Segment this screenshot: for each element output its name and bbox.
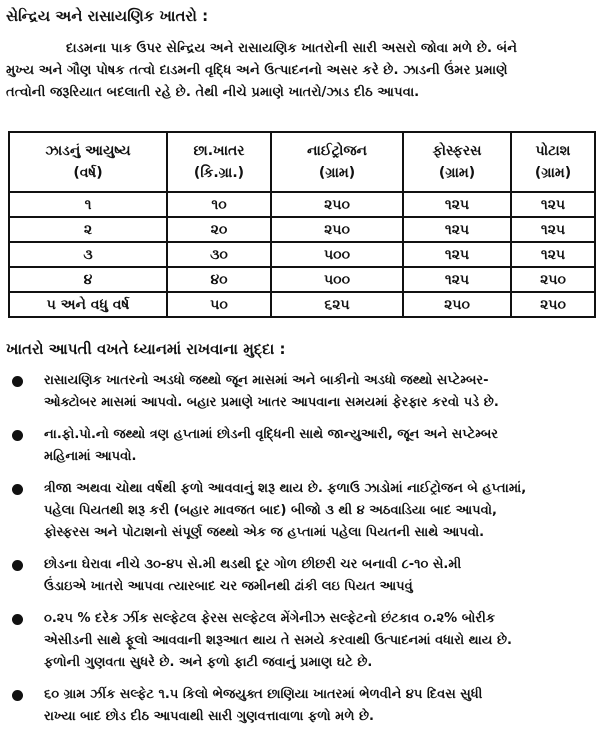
table-cell: ૧૦ <box>167 192 271 217</box>
table-cell: ૧૨૫ <box>511 217 595 242</box>
bullet-icon <box>12 484 23 495</box>
header-tree-age: ઝાડનું આયુષ્ય (વર્ષ) <box>9 132 167 192</box>
intro-paragraph <box>6 38 594 104</box>
table-row <box>9 292 595 317</box>
table-cell: ૪૦ <box>167 267 271 292</box>
table-cell: ૧૨૫ <box>403 192 511 217</box>
table-cell: ૫૦૦ <box>271 242 403 267</box>
list-item <box>0 424 600 468</box>
list-item <box>0 608 600 674</box>
list-item-line: ૦.૨૫ % દરેક ઝીંક સલ્ફેટલ ફેરસ સલ્ફેટલ મેંગેનીઝ સલ્ફેટનો છંટકાવ ૦.૨% બોરીક <box>44 611 496 626</box>
list-item <box>0 370 600 414</box>
table-cell: ૧૨૫ <box>403 242 511 267</box>
list-item-line: એસીડની સાથે ફૂલો આવવાની શરૂઆત થાય તે સમયે કરવાથી ઉત્પાદનમાં વધારો થાય છે. <box>44 633 512 648</box>
table-cell: ૨૫૦ <box>403 292 511 317</box>
table-cell: ૩૦ <box>167 242 271 267</box>
table-cell: ૫ અને વધુ વર્ષ <box>9 292 167 317</box>
list-item-line: ૬૦ ગ્રામ ઝીંક સલ્ફેટ ૧.૫ કિલો ભેજયુક્ત છાણિયા ખાતરમાં ભેળવીને ૪૫ દિવસ સુધી <box>44 687 483 702</box>
table-row <box>9 267 595 292</box>
header-manure: છા.ખાતર (કિ.ગ્રા.) <box>167 132 271 192</box>
list-item-line: છોડના ઘેરાવા નીચે ૩૦-૪૫ સે.મી થડથી દૂર ગોળ છીછરી ચર બનાવી ૮-૧૦ સે.મી <box>44 557 462 572</box>
intro-line: તત્વોની જરૂરિયાત બદલાતી રહે છે. તેથી નીચે પ્રમાણે ખાતરો/ઝાડ દીઠ આપવા. <box>6 85 420 100</box>
table-row <box>9 242 595 267</box>
table-cell: ૫૦ <box>167 292 271 317</box>
bullet-icon <box>12 690 23 701</box>
list-item-line: મહિનામાં આપવો. <box>44 449 137 464</box>
section-heading-fertilizers: સેન્દ્રિય અને રાસાયણિક ખાતરો : <box>6 7 209 25</box>
table-cell: ૧૨૫ <box>511 192 595 217</box>
table-cell: ૪ <box>9 267 167 292</box>
table-header-row <box>9 132 595 192</box>
table-cell: ૧૨૫ <box>403 267 511 292</box>
fertilizer-table <box>8 131 596 318</box>
section-heading-precautions: ખાતરો આપતી વખતે ધ્યાનમાં રાખવાના મુદ્દા : <box>6 340 286 358</box>
list-item-line: ઉંડાઇએ ખાતરો આપવા ત્યારબાદ ચર જમીનથી ઢાંકી લઇ પિયત આપવું <box>44 579 413 594</box>
list-item-line: ના.ફો.પો.નો જથ્થો ત્રણ હપ્તામાં છોડની વૃદ્ધિની સાથે જાન્યુઆરી, જૂન અને સપ્ટેમ્બર <box>44 427 498 442</box>
table-cell: ૩ <box>9 242 167 267</box>
intro-line: મુખ્ય અને ગૌણ પોષક તત્વો દાડમની વૃદ્ધિ અને ઉત્પાદનનો અસર કરે છે. ઝાડની ઉંમર પ્રમાણે <box>6 63 508 78</box>
list-item-line: ઓક્ટોબર માસમાં આપવો. બહાર પ્રમાણે ખાતર આપવાના સમયમાં ફેરફાર કરવો પડે છે. <box>44 395 499 410</box>
list-item <box>0 478 600 544</box>
table-cell: ૧૨૫ <box>403 217 511 242</box>
bullet-icon <box>12 376 23 387</box>
table-cell: ૫૦૦ <box>271 267 403 292</box>
table-row <box>9 192 595 217</box>
list-item <box>0 554 600 598</box>
table-cell: ૨૦ <box>167 217 271 242</box>
header-potash: પોટાશ (ગ્રામ) <box>511 132 595 192</box>
bullet-icon <box>12 560 23 571</box>
table-cell: ૨૫૦ <box>271 217 403 242</box>
list-item-line: પહેલા પિયતથી શરૂ કરી (બહાર માવજત બાદ) બીજો ૩ થી ૪ અઠવાડિયા બાદ આપવો, <box>44 503 497 518</box>
table-cell: ૧ <box>9 192 167 217</box>
table-cell: ૨ <box>9 217 167 242</box>
header-phosphorus: ફોસ્ફરસ (ગ્રામ) <box>403 132 511 192</box>
list-item-line: ફોસ્ફરસ અને પોટાશનો સંપૂર્ણ જથ્થો એક જ હપ્તામાં પહેલા પિયતની સાથે આપવો. <box>44 525 485 540</box>
table-cell: ૨૫૦ <box>511 267 595 292</box>
intro-line: દાડમના પાક ઉપર સેન્દ્રિય અને રાસાયણિક ખાતરોની સારી અસરો જોવા મળે છે. બંને <box>66 41 518 56</box>
table-cell: ૬૨૫ <box>271 292 403 317</box>
table-cell: ૨૫૦ <box>271 192 403 217</box>
header-nitrogen: નાઈટ્રોજન (ગ્રામ) <box>271 132 403 192</box>
bullet-icon <box>12 430 23 441</box>
list-item-line: ત્રીજા અથવા ચોથા વર્ષથી ફળો આવવાનું શરૂ થાય છે. ફળાઉ ઝાડોમાં નાઈટ્રોજન બે હપ્તામાં, <box>44 481 527 496</box>
bullet-icon <box>12 614 23 625</box>
table-row <box>9 217 595 242</box>
table-cell: ૧૨૫ <box>511 242 595 267</box>
list-item-line: ફળોની ગુણવતા સુધરે છે. અને ફળો ફાટી જવાનું પ્રમાણ ઘટે છે. <box>44 655 373 670</box>
bullet-list <box>0 370 600 738</box>
table-cell: ૨૫૦ <box>511 292 595 317</box>
list-item-line: રાખ્યા બાદ છોડ દીઠ આપવાથી સારી ગુણવત્તાવાળા ફળો મળે છે. <box>44 709 374 724</box>
list-item-line: રાસાયણિક ખાતરનો અડધો જથ્થો જૂન માસમાં અને બાકીનો અડધો જથ્થો સપ્ટેમ્બર- <box>44 373 489 388</box>
list-item <box>0 684 600 728</box>
